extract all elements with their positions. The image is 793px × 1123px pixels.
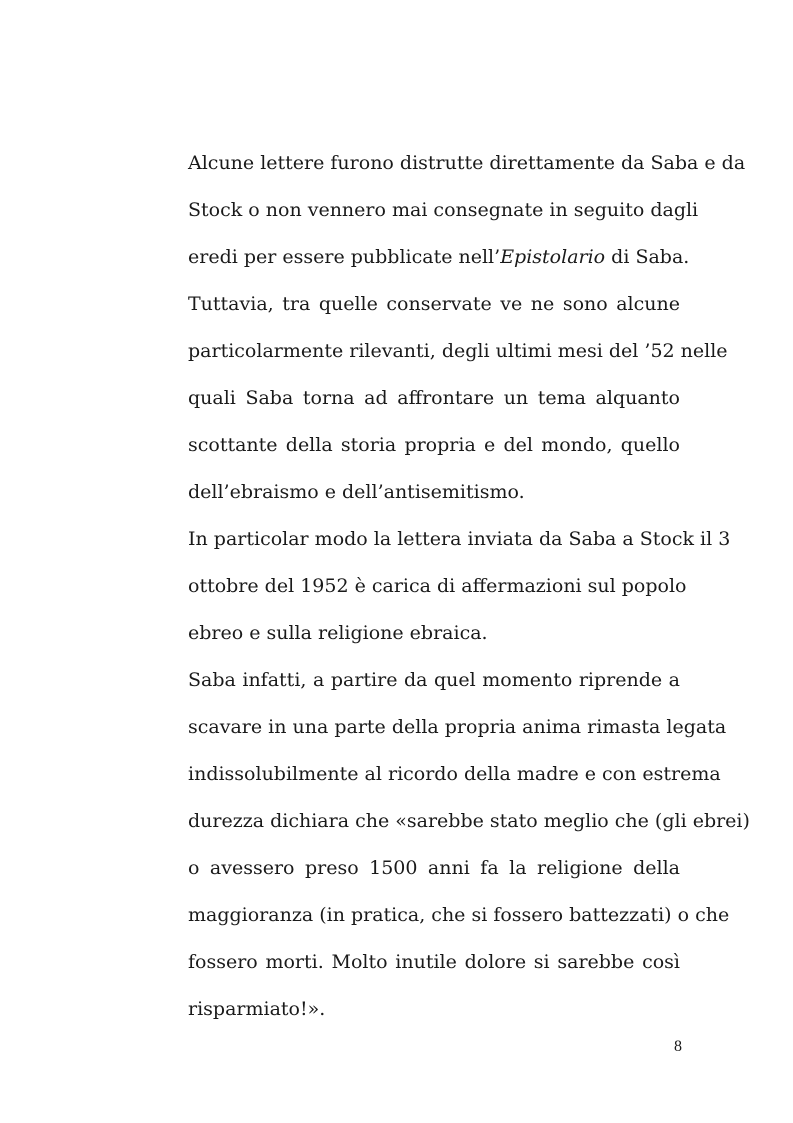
text-segment: di Saba. [605,246,690,268]
text-line: Saba infatti, a partire da quel momento riprende a [188,669,680,691]
page-number: 8 [674,1038,682,1055]
text-line: risparmiato!». [188,998,326,1020]
text-line: ebreo e sulla religione ebraica. [188,622,488,644]
text-line: quali Saba torna ad affrontare un tema alquanto [188,387,680,409]
text-line: Alcune lettere furono distrutte direttamente da Saba e da [188,152,746,174]
text-line: Stock o non vennero mai consegnate in seguito dagli [188,199,699,221]
book-title: Epistolario [500,246,606,268]
text-line: scottante della storia propria e del mondo, quello [188,434,680,456]
body-text [188,140,750,1033]
text-line: dell’ebraismo e dell’antisemitismo. [188,481,525,503]
text-line: In particolar modo la lettera inviata da Saba a Stock il 3 [188,528,731,550]
text-segment: eredi per essere pubblicate nell’ [188,246,501,268]
text-line: o avessero preso 1500 anni fa la religione della [188,857,680,879]
text-line: Tuttavia, tra quelle conservate ve ne sono alcune [188,293,680,315]
text-line: ottobre del 1952 è carica di affermazioni sul popolo [188,575,687,597]
text-line: durezza dichiara che «sarebbe stato meglio che (gli ebrei) [188,810,750,832]
text-line: fossero morti. Molto inutile dolore si sarebbe così [188,951,680,973]
text-line: particolarmente rilevanti, degli ultimi mesi del ’52 nelle [188,340,728,362]
text-line: indissolubilmente al ricordo della madre e con estrema [188,763,721,785]
text-line: maggioranza (in pratica, che si fossero battezzati) o che [188,904,730,926]
text-line [188,234,690,281]
text-line: scavare in una parte della propria anima rimasta legata [188,716,727,738]
